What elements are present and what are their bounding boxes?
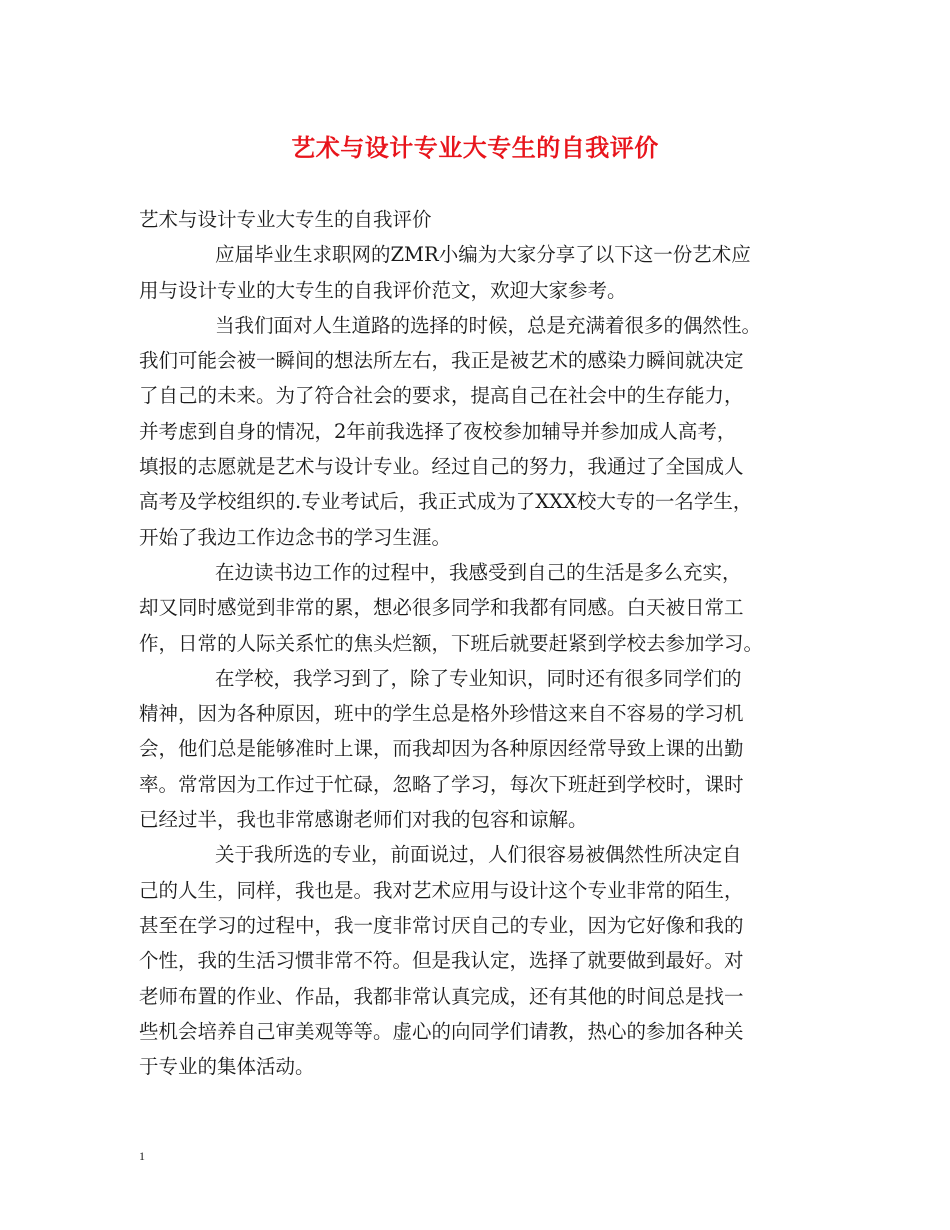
- text-line: 我们可能会被一瞬间的想法所左右，我正是被艺术的感染力瞬间就决定: [139, 349, 744, 373]
- text-line: 精神，因为各种原因，班中的学生总是格外珍惜这来自不容易的学习机: [139, 702, 744, 726]
- text-line: 应届毕业生求职网的ZMR小编为大家分享了以下这一份艺术应: [215, 243, 751, 267]
- text-line: 填报的志愿就是艺术与设计专业。经过自己的努力，我通过了全国成人: [139, 455, 744, 479]
- text-line: 当我们面对人生道路的选择的时候，总是充满着很多的偶然性。: [215, 313, 762, 337]
- page-number: 1: [139, 1149, 145, 1163]
- text-line: 已经过半，我也非常感谢老师们对我的包容和谅解。: [139, 808, 588, 832]
- text-line: 老师布置的作业、作品，我都非常认真完成，还有其他的时间总是找一: [139, 984, 744, 1008]
- text-line: 艺术与设计专业大专生的自我评价: [139, 208, 432, 231]
- text-line: 在边读书边工作的过程中，我感受到自己的生活是多么充实，: [215, 560, 742, 584]
- text-line: 开始了我边工作边念书的学习生涯。: [139, 525, 452, 549]
- text-line: 却又同时感觉到非常的累，想必很多同学和我都有同感。白天被日常工: [139, 596, 744, 620]
- text-line: 些机会培养自己审美观等等。虚心的向同学们请教，热心的参加各种关: [139, 1019, 744, 1043]
- document-title: 艺术与设计专业大专生的自我评价: [291, 133, 659, 162]
- text-line: 了自己的未来。为了符合社会的要求，提高自己在社会中的生存能力，: [139, 384, 744, 408]
- text-line: 用与设计专业的大专生的自我评价范文，欢迎大家参考。: [139, 278, 627, 302]
- text-line: 并考虑到自身的情况，2年前我选择了夜校参加辅导并参加成人高考，: [139, 419, 737, 443]
- text-line: 关于我所选的专业，前面说过，人们很容易被偶然性所决定自: [215, 843, 742, 867]
- text-line: 个性，我的生活习惯非常不符。但是我认定，选择了就要做到最好。对: [139, 949, 744, 973]
- text-line: 己的人生，同样，我也是。我对艺术应用与设计这个专业非常的陌生，: [139, 878, 744, 902]
- text-line: 在学校，我学习到了，除了专业知识，同时还有很多同学们的: [215, 666, 742, 690]
- text-line: 甚至在学习的过程中，我一度非常讨厌自己的专业，因为它好像和我的: [139, 913, 744, 937]
- text-line: 会，他们总是能够准时上课，而我却因为各种原因经常导致上课的出勤: [139, 737, 744, 761]
- text-line: 于专业的集体活动。: [139, 1055, 315, 1079]
- text-line: 高考及学校组织的.专业考试后，我正式成为了XXX校大专的一名学生，: [139, 490, 753, 514]
- text-line: 作，日常的人际关系忙的焦头烂额，下班后就要赶紧到学校去参加学习。: [139, 631, 764, 655]
- text-line: 率。常常因为工作过于忙碌，忽略了学习，每次下班赶到学校时，课时: [139, 772, 744, 796]
- document-body: [139, 202, 815, 1084]
